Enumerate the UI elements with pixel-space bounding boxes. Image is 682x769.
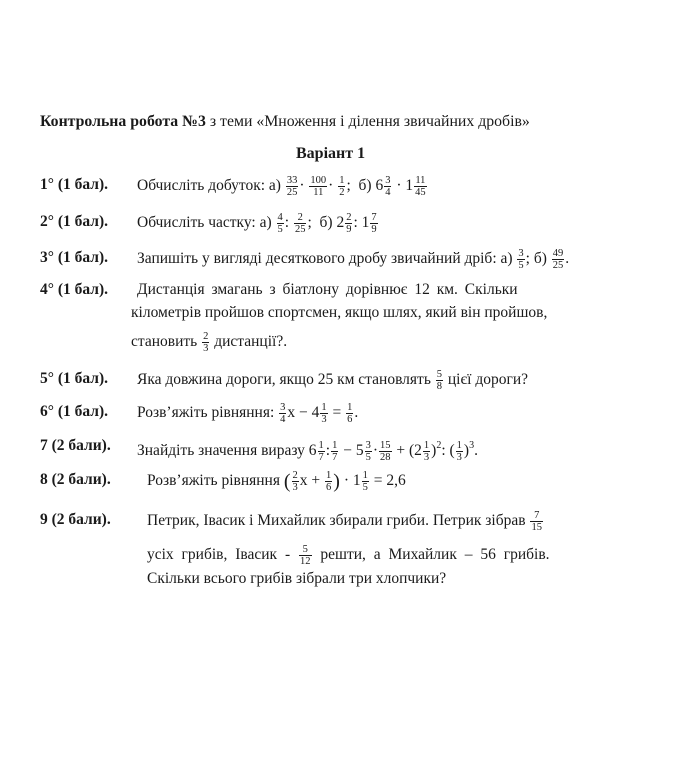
fraction: $\frac{15}{28}$ [380, 439, 391, 463]
task-2-body: Обчисліть частку: а) $\frac{4}{5}$ : $\frac{2}{25}$ ; б) 2 $\frac{2}{9}$ : 1 $\frac{7}{9}$ [137, 212, 377, 235]
task-label: 9 (2 бали). [40, 511, 111, 528]
task-7-body: Знайдіть значення виразу 6 $\frac{1}{7}$ : $\frac{1}{7}$ − 5 $\frac{3}{5}$ · $\frac{15}{28}$ + (2 $\frac{1}{3}$ )$^2$: ( $\frac{1}{3}$ )$^3$. [137, 439, 478, 463]
task-label: 2° (1 бал). [40, 213, 108, 230]
fraction: $\frac{3}{4}$ [280, 402, 286, 425]
task-8-body: Розв’яжіть рівняння ( $\frac{2}{3}$ x + $\frac{1}{6}$ ) · 1 $\frac{1}{5}$ = 2,6 [147, 470, 406, 493]
task-4-line-3: становить $\frac{2}{3}$ дистанції?. [131, 331, 288, 354]
fraction: $\frac{1}{3}$ [423, 439, 430, 463]
task-label: 5° (1 бал). [40, 370, 108, 387]
fraction: $\frac{3}{5}$ [365, 439, 371, 463]
fraction: $\frac{3}{5}$ [518, 248, 524, 271]
fraction: $\frac{1}{2}$ [339, 175, 345, 198]
fraction: $\frac{5}{12}$ [300, 544, 311, 567]
task-5-body: Яка довжина дороги, якщо 25 км становлять $\frac{5}{8}$ цієї дороги? [137, 369, 528, 392]
task-1 [40, 175, 108, 195]
fraction: $\frac{1}{7}$ [332, 439, 338, 463]
fraction: $\frac{1}{6}$ [347, 402, 353, 425]
fraction: $\frac{2}{3}$ [292, 470, 298, 493]
task-label: 7 (2 бали). [40, 437, 111, 454]
fraction: $\frac{1}{6}$ [326, 470, 332, 493]
task-6-body: Розв’яжіть рівняння: $\frac{3}{4}$ x − 4 $\frac{1}{3}$ = $\frac{1}{6}$ . [137, 402, 359, 425]
fraction: $\frac{49}{25}$ [552, 248, 564, 271]
fraction: $\frac{5}{8}$ [436, 369, 443, 392]
task-9-line-2: усіх грибів, Івасик - $\frac{5}{12}$ решти, а Михайлик – 56 грибів. [147, 544, 550, 567]
task-label: 4° (1 бал). [40, 281, 108, 298]
fraction: $\frac{1}{5}$ [362, 470, 368, 493]
task-9-line-1: Петрик, Івасик і Михайлик збирали гриби. Петрик зібрав $\frac{7}{15}$ [147, 510, 542, 533]
task-9 [40, 510, 111, 530]
task-4-line-2: кілометрів пройшов спортсмен, якщо шлях, який він пройшов, [131, 304, 548, 321]
task-4 [40, 280, 108, 300]
title-bold: Контрольна робота №3 [40, 113, 206, 130]
task-label: 3° (1 бал). [40, 249, 108, 266]
task-label: 1° (1 бал). [40, 176, 108, 193]
task-7 [40, 436, 111, 456]
fraction: $\frac{2}{25}$ [294, 212, 306, 235]
task-9-line-3: Скільки всього грибів зібрали три хлопчики? [147, 570, 447, 587]
fraction: $\frac{33}{25}$ [286, 175, 298, 198]
fraction: $\frac{7}{9}$ [371, 212, 377, 235]
task-4-line-1: Дистанція змагань з біатлону дорівнює 12 км. Скільки [137, 281, 518, 298]
task-1-body: Обчисліть добуток: а) $\frac{33}{25}$ · $\frac{100}{11}$ · $\frac{1}{2}$ ; б) 6 $\frac{3}{4}$ · 1 $\frac{11}{45}$ [137, 175, 426, 198]
task-label: 8 (2 бали). [40, 471, 111, 488]
fraction: $\frac{7}{15}$ [531, 510, 542, 533]
fraction: $\frac{3}{4}$ [385, 175, 391, 198]
task-3 [40, 248, 108, 268]
task-6 [40, 402, 108, 422]
fraction: $\frac{100}{11}$ [310, 175, 327, 198]
variant-heading: Варіант 1 [296, 145, 366, 162]
fraction: $\frac{1}{7}$ [318, 439, 324, 463]
task-8 [40, 470, 111, 490]
fraction: $\frac{4}{5}$ [277, 212, 283, 235]
task-label: 6° (1 бал). [40, 403, 108, 420]
fraction: $\frac{1}{3}$ [321, 402, 327, 425]
fraction: $\frac{11}{45}$ [415, 175, 426, 198]
fraction: $\frac{2}{3}$ [203, 331, 209, 354]
task-5 [40, 369, 108, 389]
page-title [40, 113, 530, 131]
task-3-body: Запишіть у вигляді десяткового дробу звичайний дріб: а) $\frac{3}{5}$ ; б) $\frac{49}{25}$ . [137, 248, 570, 271]
fraction: $\frac{1}{3}$ [456, 439, 462, 463]
task-2 [40, 212, 108, 232]
title-rest: з теми «Множення і ділення звичайних дробів» [205, 113, 530, 130]
fraction: $\frac{2}{9}$ [346, 212, 352, 235]
